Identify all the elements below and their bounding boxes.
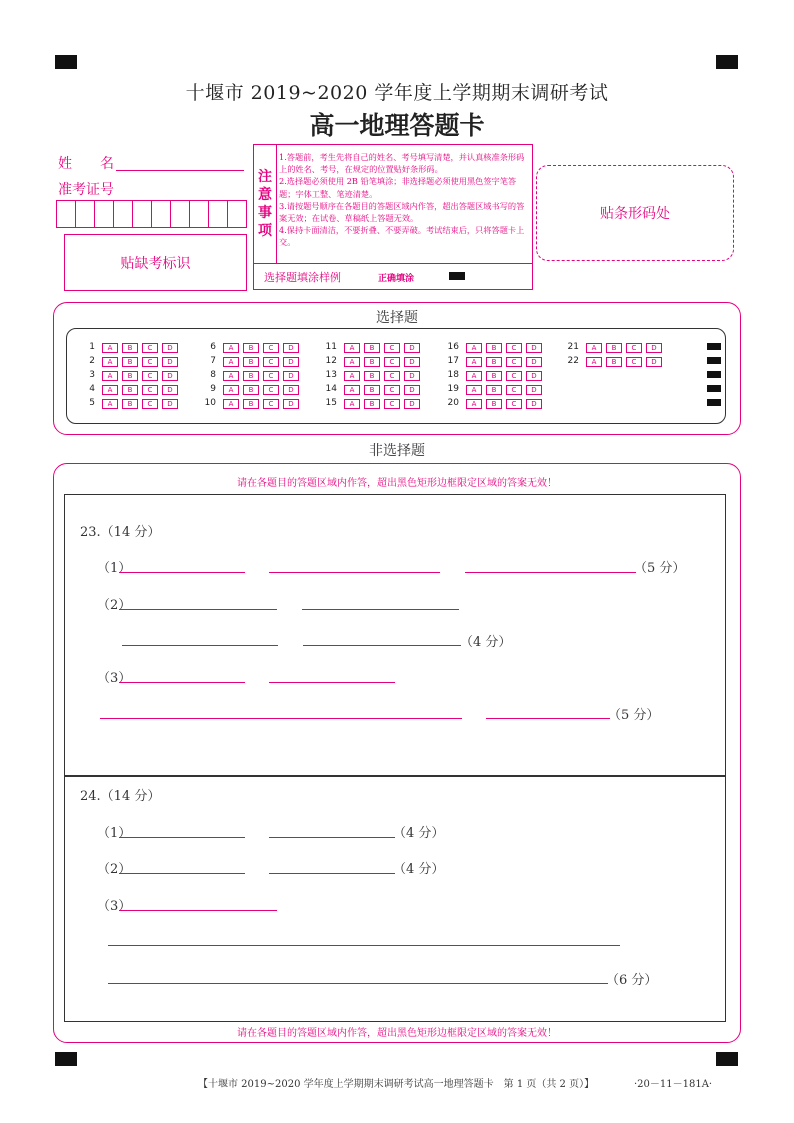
- mcq-question-number: 15: [325, 398, 337, 408]
- mcq-option-c-bubble[interactable]: C: [384, 385, 400, 395]
- q24-part3-label: （3）: [97, 899, 132, 914]
- notice-item: 2.选择题必须使用 2B 铅笔填涂；非选择题必须使用黑色签字笔答题；字体工整、笔迹清楚。: [279, 176, 517, 199]
- mcq-option-c-bubble[interactable]: C: [506, 343, 522, 353]
- mcq-option-a-bubble[interactable]: A: [586, 357, 602, 367]
- barcode-area: 贴条形码处: [536, 165, 734, 261]
- mcq-option-d-bubble[interactable]: D: [526, 385, 542, 395]
- mcq-question-number: 6: [210, 342, 216, 352]
- mcq-option-d-bubble[interactable]: D: [526, 357, 542, 367]
- mcq-option-d-bubble[interactable]: D: [404, 371, 420, 381]
- answer-line[interactable]: [269, 572, 440, 573]
- fill-sample-row: [254, 263, 532, 290]
- mcq-option-a-bubble[interactable]: A: [102, 357, 118, 367]
- mcq-question-number: 1: [89, 342, 95, 352]
- mcq-option-a-bubble[interactable]: A: [466, 343, 482, 353]
- mcq-option-d-bubble[interactable]: D: [404, 357, 420, 367]
- mcq-option-c-bubble[interactable]: C: [506, 385, 522, 395]
- sheet-title: 高一地理答题卡: [309, 111, 485, 140]
- mcq-option-d-bubble[interactable]: D: [526, 343, 542, 353]
- mcq-question-number: 13: [325, 370, 337, 380]
- mcq-option-b-bubble[interactable]: B: [243, 385, 259, 395]
- mcq-option-d-bubble[interactable]: D: [404, 399, 420, 409]
- mcq-option-d-bubble[interactable]: D: [646, 357, 662, 367]
- q24-label: 24.（14 分）: [80, 789, 161, 804]
- registration-mark: [55, 55, 77, 69]
- mcq-option-a-bubble[interactable]: A: [102, 399, 118, 409]
- fill-sample-label: 选择题填涂样例: [264, 271, 341, 284]
- correct-fill-label: 正确填涂: [378, 274, 415, 284]
- mcq-option-b-bubble[interactable]: B: [364, 357, 380, 367]
- mcq-option-c-bubble[interactable]: C: [506, 357, 522, 367]
- mcq-option-b-bubble[interactable]: B: [486, 371, 502, 381]
- mcq-title: 选择题: [376, 310, 418, 326]
- q23-label: 23.（14 分）: [80, 525, 161, 540]
- mcq-option-c-bubble[interactable]: C: [263, 371, 279, 381]
- mcq-option-c-bubble[interactable]: C: [626, 343, 642, 353]
- mcq-option-b-bubble[interactable]: B: [122, 343, 138, 353]
- mcq-option-a-bubble[interactable]: A: [223, 399, 239, 409]
- missing-exam-label: 贴缺考标识: [120, 255, 191, 272]
- q23-part3-label: （3）: [97, 671, 132, 686]
- mcq-option-a-bubble[interactable]: A: [344, 371, 360, 381]
- mcq-option-d-bubble[interactable]: D: [526, 399, 542, 409]
- mcq-question-number: 9: [210, 384, 216, 394]
- mcq-question-number: 14: [325, 384, 337, 394]
- mcq-option-c-bubble[interactable]: C: [142, 399, 158, 409]
- q23-part2-points: （4 分）: [460, 635, 512, 650]
- mcq-option-b-bubble[interactable]: B: [364, 385, 380, 395]
- mcq-option-d-bubble[interactable]: D: [283, 399, 299, 409]
- mcq-option-d-bubble[interactable]: D: [283, 357, 299, 367]
- mcq-option-a-bubble[interactable]: A: [466, 371, 482, 381]
- mcq-option-d-bubble[interactable]: D: [162, 399, 178, 409]
- notice-title-char: 事: [258, 205, 272, 221]
- notice-title-char: 意: [258, 187, 272, 203]
- mcq-option-c-bubble[interactable]: C: [142, 357, 158, 367]
- mcq-option-a-bubble[interactable]: A: [344, 357, 360, 367]
- mcq-option-d-bubble[interactable]: D: [646, 343, 662, 353]
- footer-code: ·20－11－181A·: [634, 1079, 713, 1090]
- mcq-option-b-bubble[interactable]: B: [486, 357, 502, 367]
- answer-line[interactable]: [303, 645, 461, 646]
- mcq-option-b-bubble[interactable]: B: [243, 371, 259, 381]
- mcq-option-c-bubble[interactable]: C: [384, 343, 400, 353]
- mcq-question-number: 3: [89, 370, 95, 380]
- notice-title: [254, 145, 277, 263]
- mcq-question-number: 19: [447, 384, 459, 394]
- mcq-option-d-bubble[interactable]: D: [162, 357, 178, 367]
- answer-line[interactable]: [119, 837, 245, 838]
- mcq-option-c-bubble[interactable]: C: [384, 371, 400, 381]
- timing-mark: [707, 357, 721, 364]
- exam-title: 十堰市 2019~2020 学年度上学期期末调研考试: [185, 82, 609, 104]
- registration-mark: [716, 1052, 738, 1066]
- nonmcq-title: 非选择题: [369, 443, 425, 459]
- q23-part2-label: （2）: [97, 598, 132, 613]
- answer-line[interactable]: [108, 945, 620, 946]
- mcq-option-c-bubble[interactable]: C: [142, 343, 158, 353]
- mcq-option-b-bubble[interactable]: B: [243, 343, 259, 353]
- answer-line[interactable]: [269, 682, 395, 683]
- id-label: 准考证号: [58, 182, 114, 198]
- mcq-option-d-bubble[interactable]: D: [162, 385, 178, 395]
- mcq-option-b-bubble[interactable]: B: [486, 399, 502, 409]
- mcq-option-c-bubble[interactable]: C: [142, 371, 158, 381]
- mcq-option-d-bubble[interactable]: D: [283, 385, 299, 395]
- mcq-option-c-bubble[interactable]: C: [263, 385, 279, 395]
- answer-line[interactable]: [122, 645, 278, 646]
- mcq-question-number: 22: [567, 356, 579, 366]
- mcq-option-a-bubble[interactable]: A: [223, 357, 239, 367]
- notice-item: 3.请按题号顺序在各题目的答题区域内作答，超出答题区域书写的答案无效；在试卷、草稿纸上答题无效。: [279, 200, 525, 224]
- q24-part1-label: （1）: [97, 826, 132, 841]
- q23-part1-points: （5 分）: [634, 561, 686, 576]
- mcq-option-a-bubble[interactable]: A: [223, 343, 239, 353]
- answer-line[interactable]: [108, 983, 608, 984]
- mcq-option-b-bubble[interactable]: B: [486, 343, 502, 353]
- answer-line[interactable]: [119, 572, 245, 573]
- mcq-question-number: 4: [89, 384, 95, 394]
- mcq-option-b-bubble[interactable]: B: [364, 371, 380, 381]
- footer-text: 【十堰市 2019~2020 学年度上学期期末调研考试高一地理答题卡 第 1 页（共 2 页）】: [198, 1079, 595, 1090]
- mcq-option-c-bubble[interactable]: C: [384, 357, 400, 367]
- mcq-question-number: 21: [567, 342, 579, 352]
- mcq-option-d-bubble[interactable]: D: [162, 371, 178, 381]
- mcq-option-c-bubble[interactable]: C: [626, 357, 642, 367]
- mcq-option-d-bubble[interactable]: D: [283, 371, 299, 381]
- timing-mark: [707, 385, 721, 392]
- name-label: 姓 名: [58, 156, 114, 172]
- notice-title-char: 项: [258, 223, 272, 239]
- notice-item: 4.保持卡面清洁，不要折叠、不要弄破。考试结束后，只将答题卡上交。: [279, 225, 525, 248]
- mcq-option-d-bubble[interactable]: D: [404, 385, 420, 395]
- q24-part2-points: （4 分）: [393, 862, 445, 877]
- mcq-option-c-bubble[interactable]: C: [263, 399, 279, 409]
- mcq-option-b-bubble[interactable]: B: [243, 357, 259, 367]
- mcq-option-d-bubble[interactable]: D: [404, 343, 420, 353]
- mcq-question-number: 11: [325, 342, 337, 352]
- mcq-option-a-bubble[interactable]: A: [102, 371, 118, 381]
- mcq-option-a-bubble[interactable]: A: [102, 385, 118, 395]
- q24-part3-points: （6 分）: [606, 973, 658, 988]
- mcq-option-b-bubble[interactable]: B: [122, 371, 138, 381]
- registration-mark: [55, 1052, 77, 1066]
- mcq-option-b-bubble[interactable]: B: [122, 357, 138, 367]
- answer-line[interactable]: [119, 682, 245, 683]
- mcq-question-number: 8: [210, 370, 216, 380]
- mcq-option-b-bubble[interactable]: B: [243, 399, 259, 409]
- answer-area-warning-bottom: 请在各题目的答题区域内作答，超出黑色矩形边框限定区域的答案无效！: [237, 1028, 557, 1039]
- notice-text: [279, 151, 529, 249]
- mcq-option-d-bubble[interactable]: D: [162, 343, 178, 353]
- mcq-option-b-bubble[interactable]: B: [122, 385, 138, 395]
- mcq-question-number: 20: [447, 398, 459, 408]
- mcq-option-c-bubble[interactable]: C: [506, 399, 522, 409]
- mcq-option-a-bubble[interactable]: A: [223, 371, 239, 381]
- answer-line[interactable]: [100, 718, 462, 719]
- answer-line[interactable]: [119, 910, 277, 911]
- answer-area-warning: 请在各题目的答题区域内作答，超出黑色矩形边框限定区域的答案无效！: [237, 478, 557, 489]
- name-field[interactable]: [116, 170, 244, 171]
- mcq-question-number: 18: [447, 370, 459, 380]
- mcq-question-number: 16: [447, 342, 459, 352]
- mcq-option-d-bubble[interactable]: D: [283, 343, 299, 353]
- mcq-option-b-bubble[interactable]: B: [606, 343, 622, 353]
- answer-line[interactable]: [269, 873, 395, 874]
- timing-mark: [707, 343, 721, 350]
- mcq-option-a-bubble[interactable]: A: [223, 385, 239, 395]
- mcq-question-number: 5: [89, 398, 95, 408]
- mcq-option-a-bubble[interactable]: A: [102, 343, 118, 353]
- mcq-option-c-bubble[interactable]: C: [506, 371, 522, 381]
- answer-line[interactable]: [119, 873, 245, 874]
- mcq-option-c-bubble[interactable]: C: [263, 357, 279, 367]
- mcq-option-a-bubble[interactable]: A: [466, 357, 482, 367]
- answer-line[interactable]: [486, 718, 610, 719]
- timing-mark: [707, 371, 721, 378]
- mcq-option-a-bubble[interactable]: A: [344, 399, 360, 409]
- mcq-option-a-bubble[interactable]: A: [344, 385, 360, 395]
- answer-line[interactable]: [119, 609, 277, 610]
- mcq-option-a-bubble[interactable]: A: [344, 343, 360, 353]
- mcq-option-b-bubble[interactable]: B: [364, 343, 380, 353]
- mcq-question-number: 12: [325, 356, 337, 366]
- notice-box: [253, 144, 533, 290]
- q23-part3-points: （5 分）: [608, 708, 660, 723]
- mcq-option-c-bubble[interactable]: C: [263, 343, 279, 353]
- registration-mark: [716, 55, 738, 69]
- mcq-option-b-bubble[interactable]: B: [606, 357, 622, 367]
- q23-answer-box[interactable]: [64, 494, 726, 777]
- answer-line[interactable]: [269, 837, 395, 838]
- mcq-option-a-bubble[interactable]: A: [466, 385, 482, 395]
- mcq-question-number: 2: [89, 356, 95, 366]
- timing-mark: [707, 399, 721, 406]
- answer-line[interactable]: [302, 609, 459, 610]
- mcq-option-a-bubble[interactable]: A: [466, 399, 482, 409]
- mcq-option-b-bubble[interactable]: B: [364, 399, 380, 409]
- mcq-option-c-bubble[interactable]: C: [142, 385, 158, 395]
- id-number-grid[interactable]: [56, 200, 247, 228]
- missing-exam-box: [64, 234, 247, 291]
- mcq-question-number: 17: [447, 356, 459, 366]
- correct-fill-sample: [449, 272, 465, 280]
- mcq-option-c-bubble[interactable]: C: [384, 399, 400, 409]
- q23-part1-label: （1）: [97, 561, 132, 576]
- mcq-option-d-bubble[interactable]: D: [526, 371, 542, 381]
- notice-title-char: 注: [258, 169, 272, 185]
- mcq-question-number: 7: [210, 356, 216, 366]
- q24-part1-points: （4 分）: [393, 826, 445, 841]
- mcq-option-b-bubble[interactable]: B: [486, 385, 502, 395]
- q24-part2-label: （2）: [97, 862, 132, 877]
- mcq-question-number: 10: [204, 398, 216, 408]
- mcq-option-a-bubble[interactable]: A: [586, 343, 602, 353]
- notice-item: 1.答题前，考生先将自己的姓名、考号填写清楚，并认真核准条形码上的姓名、考号，在规定的位置贴好条形码。: [279, 152, 525, 175]
- mcq-option-b-bubble[interactable]: B: [122, 399, 138, 409]
- answer-line[interactable]: [465, 572, 636, 573]
